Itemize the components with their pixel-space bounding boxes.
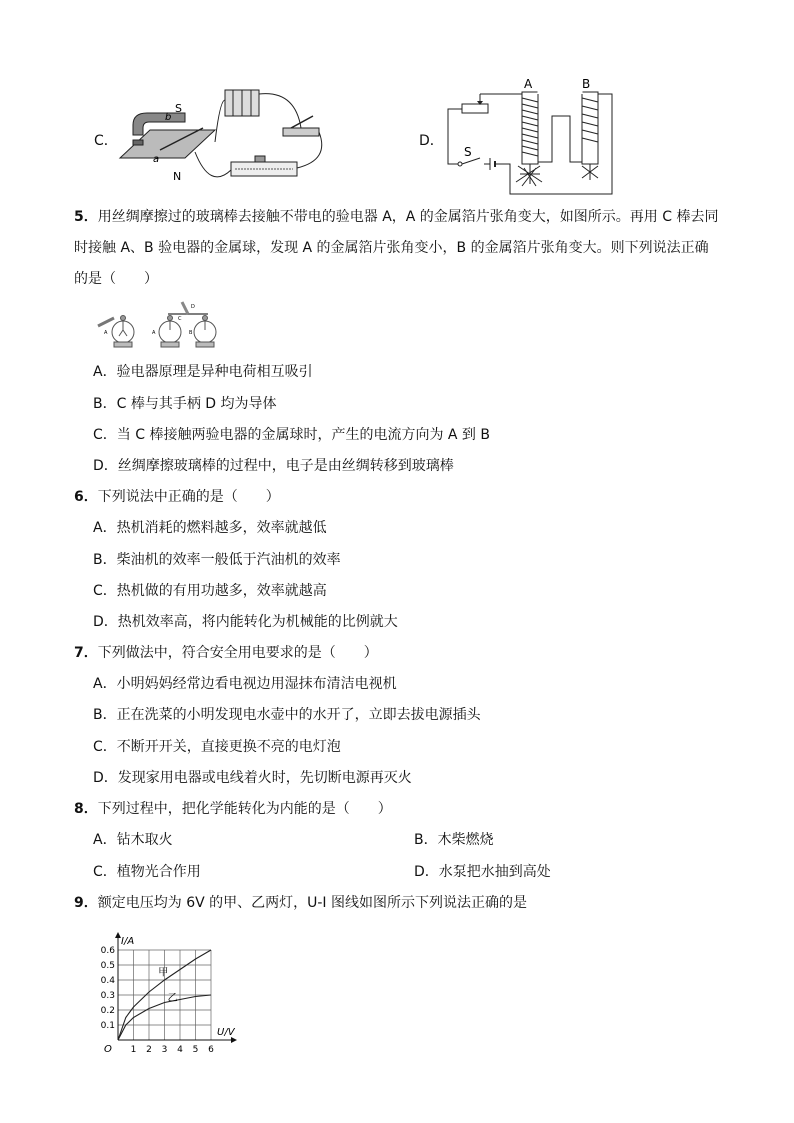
q9-stem [74,893,754,913]
q5-option-b[interactable]: B．C 棒与其手柄 D 均为导体 [93,396,277,412]
figure-d-label: D． [419,133,444,149]
label-switch-s: S [464,145,472,159]
y-tick-label: 0.6 [100,946,115,956]
q6-option-c[interactable]: C．热机做的有用功越多，效率就越高 [93,583,327,599]
attracted-pins-a [516,164,542,186]
q6-option-b[interactable]: B．柴油机的效率一般低于汽油机的效率 [93,552,341,568]
y-tick-label: 0.1 [100,1021,115,1031]
x-tick-label: 3 [161,1045,168,1055]
attracted-pins-b [582,164,598,180]
label-a: a [153,154,160,165]
q8-option-b[interactable]: B．木柴燃烧 [414,832,494,848]
y-axis-label: I/A [121,936,135,947]
q7-option-b[interactable]: B．正在洗菜的小明发现电水壶中的水开了，立即去拔电源插头 [93,707,481,723]
label-d: D [191,304,195,310]
x-tick-label: 1 [130,1045,137,1055]
q7-stem [74,643,754,663]
q6-stem [74,487,754,507]
y-tick-label: 0.3 [100,991,115,1001]
x-tick-label: 4 [177,1045,183,1055]
label-b: B [189,330,193,336]
q5-line2: 时接触 A、B 验电器的金属球，发现 A 的金属箔片张角变小，B 的金属箔片张角变大。则下列说法正确 [74,240,709,256]
q7-option-a[interactable]: A．小明妈妈经常边看电视边用湿抹布清洁电视机 [93,676,397,692]
q5-number: 5． [74,209,98,225]
electromagnet-b [582,92,598,164]
ui-chart [94,922,254,1062]
q8-stem-text: 下列过程中，把化学能转化为内能的是（ ） [97,801,392,817]
q5-line3: 的是（ ） [74,271,158,287]
y-tick-label: 0.4 [100,976,115,986]
q5-option-c[interactable]: C．当 C 棒接触两验电器的金属球时，产生的电流方向为 A 到 B [93,427,490,443]
label-b: b [165,112,172,123]
series-label-2: 乙 [167,993,178,1004]
q6-stem-text: 下列说法中正确的是（ ） [97,489,280,505]
label-electromagnet-a: A [524,77,533,91]
x-tick-label: 6 [208,1045,214,1055]
q8-stem [74,799,754,819]
handle-d [182,302,188,314]
q8-option-a[interactable]: A．钻木取火 [93,832,173,848]
label-n: N [173,170,182,183]
q8-number: 8． [74,801,98,817]
q7-option-c[interactable]: C．不断开开关，直接更换不亮的电灯泡 [93,739,341,755]
rheostat [462,104,488,113]
x-axis-label: U/V [217,1027,235,1038]
label-c: C [178,316,182,322]
figure-c-label: C． [94,133,118,149]
y-tick-label: 0.5 [100,961,115,971]
glass-rod [98,318,114,326]
label-a1: A [104,330,108,336]
label-electromagnet-b: B [582,77,591,91]
series-label-1: 甲 [158,967,169,979]
q5-line1 [74,207,754,227]
q5-option-a[interactable]: A．验电器原理是异种电荷相互吸引 [93,364,313,380]
switch [283,128,319,136]
figure-d-circuit [440,76,620,201]
q9-number: 9． [74,895,98,911]
x-tick-label: 2 [146,1045,152,1055]
q5-electroscope-figure [94,298,224,350]
q9-stem-text: 额定电压均为 6V 的甲、乙两灯，U-I 图线如图所示下列说法正确的是 [97,895,528,911]
q8-option-d[interactable]: D．水泵把水抽到高处 [414,864,551,880]
q7-number: 7． [74,645,98,661]
chart-grid [118,950,211,1040]
q6-option-d[interactable]: D．热机效率高，将内能转化为机械能的比例就大 [93,614,398,630]
figure-c-circuit [115,80,340,195]
q6-number: 6． [74,489,98,505]
q7-option-d[interactable]: D．发现家用电器或电线着火时，先切断电源再灭火 [93,770,412,786]
label-s: S [175,102,182,115]
q6-option-a[interactable]: A．热机消耗的燃料越多，效率就越低 [93,520,327,536]
origin-label: O [104,1044,112,1055]
electromagnet-a [522,92,538,164]
q5-option-d[interactable]: D．丝绸摩擦玻璃棒的过程中，电子是由丝绸转移到玻璃棒 [93,458,454,474]
x-tick-label: 5 [192,1045,199,1055]
q8-option-c[interactable]: C．植物光合作用 [93,864,201,880]
label-a2: A [152,330,156,336]
q5-line1-text: 用丝绸摩擦过的玻璃棒去接触不带电的验电器 A，A 的金属箔片张角变大，如图所示。再用 C 棒去同 [97,209,719,225]
q7-stem-text: 下列做法中，符合安全用电要求的是（ ） [97,645,378,661]
y-tick-label: 0.2 [100,1006,115,1016]
